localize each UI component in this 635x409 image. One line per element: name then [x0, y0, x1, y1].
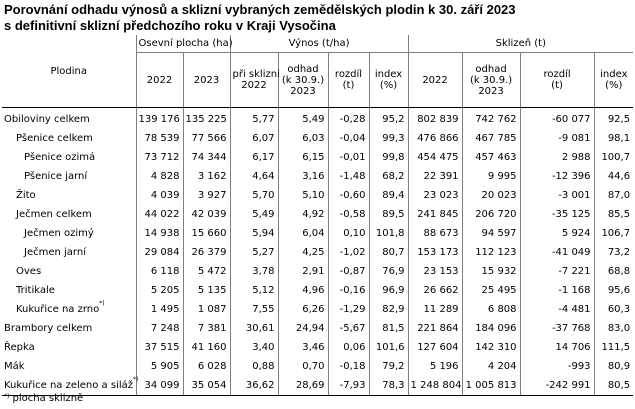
header-vynos-odhad [278, 53, 328, 108]
value-cell: 5,49 [278, 108, 328, 130]
crop-name: Obiloviny celkem [4, 114, 90, 125]
value-cell: 241 845 [408, 205, 462, 224]
crop-name: Mák [4, 361, 25, 372]
value-cell: 6,04 [278, 224, 328, 243]
value-cell: 85,5 [594, 205, 633, 224]
value-cell: 184 096 [462, 319, 520, 338]
value-cell: 4 828 [136, 167, 183, 186]
crop-name-cell [2, 224, 136, 243]
crop-name-cell [2, 338, 136, 357]
header-label: index [600, 69, 628, 80]
value-cell: 24,94 [278, 319, 328, 338]
value-cell: 82,9 [369, 300, 408, 319]
value-cell: 42 039 [183, 205, 230, 224]
value-cell: 476 866 [408, 129, 462, 148]
crop-name: Pšenice celkem [16, 133, 93, 144]
value-cell: 95,2 [369, 108, 408, 130]
value-cell: 457 463 [462, 148, 520, 167]
header-label: rozdíl [334, 69, 363, 80]
value-cell: -12 396 [520, 167, 594, 186]
value-cell: 3,78 [230, 262, 278, 281]
crop-name-cell [2, 281, 136, 300]
value-cell: 100,7 [594, 148, 633, 167]
table-body [2, 108, 633, 396]
value-cell: 6,07 [230, 129, 278, 148]
value-cell: -993 [520, 357, 594, 376]
value-cell: 2 988 [520, 148, 594, 167]
value-cell: 5 924 [520, 224, 594, 243]
value-cell: -7 221 [520, 262, 594, 281]
value-cell: 1 087 [183, 300, 230, 319]
table-row [2, 281, 633, 300]
harvest-table [2, 35, 633, 396]
value-cell: 5,27 [230, 243, 278, 262]
value-cell: 26 379 [183, 243, 230, 262]
table-title [4, 2, 632, 34]
header-osevni-2022: 2022 [136, 53, 183, 108]
value-cell: 1 005 813 [462, 376, 520, 396]
value-cell: 5,70 [230, 186, 278, 205]
value-cell: 142 310 [462, 338, 520, 357]
table-row [2, 167, 633, 186]
title-line-1: Porovnání odhadu výnosů a sklizní vybraných zemědělských plodin k 30. září 2023 [4, 2, 516, 17]
crop-name-cell [2, 129, 136, 148]
value-cell: -0,87 [328, 262, 369, 281]
value-cell: 44 022 [136, 205, 183, 224]
value-cell: 23 153 [408, 262, 462, 281]
value-cell: -1 168 [520, 281, 594, 300]
header-sklizen-2022: 2022 [408, 53, 462, 108]
value-cell: -60 077 [520, 108, 594, 130]
value-cell: 68,2 [369, 167, 408, 186]
value-cell: 7 248 [136, 319, 183, 338]
value-cell: 83,0 [594, 319, 633, 338]
value-cell: 99,8 [369, 148, 408, 167]
header-label: (t) [342, 80, 355, 91]
value-cell: 30,61 [230, 319, 278, 338]
table-row [2, 205, 633, 224]
value-cell: -0,28 [328, 108, 369, 130]
value-cell: 22 391 [408, 167, 462, 186]
value-cell: 4 039 [136, 186, 183, 205]
value-cell: 9 995 [462, 167, 520, 186]
value-cell: 6,03 [278, 129, 328, 148]
crop-name: Ječmen ozimý [24, 228, 94, 239]
value-cell: 4 204 [462, 357, 520, 376]
value-cell: 41 160 [183, 338, 230, 357]
value-cell: -0,58 [328, 205, 369, 224]
table-row [2, 338, 633, 357]
value-cell: -4 481 [520, 300, 594, 319]
value-cell: 68,8 [594, 262, 633, 281]
header-vynos-pri-sklizni [230, 53, 278, 108]
header-sklizen-index [594, 53, 633, 108]
footnote-text: plocha sklizně [9, 393, 84, 404]
footnote-ref: *) [133, 376, 139, 383]
value-cell: 87,0 [594, 186, 633, 205]
value-cell: 742 762 [462, 108, 520, 130]
value-cell: 29 084 [136, 243, 183, 262]
value-cell: 3,16 [278, 167, 328, 186]
value-cell: 6 118 [136, 262, 183, 281]
value-cell: 80,7 [369, 243, 408, 262]
table-row [2, 148, 633, 167]
header-label: 2023 [290, 85, 316, 97]
header-sklizen-rozdil [520, 53, 594, 108]
value-cell: 35 054 [183, 376, 230, 396]
value-cell: 80,9 [594, 357, 633, 376]
value-cell: 3 162 [183, 167, 230, 186]
header-vynos-rozdil [328, 53, 369, 108]
value-cell: 5 135 [183, 281, 230, 300]
value-cell: -5,67 [328, 319, 369, 338]
value-cell: 135 225 [183, 108, 230, 130]
header-vynos-index [369, 53, 408, 108]
table-row [2, 300, 633, 319]
value-cell: 1 248 804 [408, 376, 462, 396]
crop-name: Řepka [4, 342, 35, 353]
value-cell: 101,6 [369, 338, 408, 357]
value-cell: 6,17 [230, 148, 278, 167]
value-cell: 4,64 [230, 167, 278, 186]
table-row [2, 108, 633, 130]
value-cell: 14 938 [136, 224, 183, 243]
crop-name: Žito [16, 190, 36, 201]
value-cell: 7 381 [183, 319, 230, 338]
table-row [2, 186, 633, 205]
crop-name: Ječmen jarní [24, 247, 86, 258]
crop-name-cell [2, 357, 136, 376]
table-row [2, 357, 633, 376]
value-cell: -41 049 [520, 243, 594, 262]
value-cell: 3 927 [183, 186, 230, 205]
crop-name-cell [2, 319, 136, 338]
value-cell: 5,10 [278, 186, 328, 205]
crop-name: Brambory celkem [4, 323, 93, 334]
value-cell: 37 515 [136, 338, 183, 357]
crop-name: Tritikale [16, 285, 55, 296]
table-row [2, 319, 633, 338]
footnote-ref: *) [99, 300, 105, 307]
footnote-mark: *) [4, 393, 10, 400]
header-label: rozdíl [543, 69, 571, 80]
value-cell: 0,10 [328, 224, 369, 243]
value-cell: 0,06 [328, 338, 369, 357]
value-cell: 34 099 [136, 376, 183, 396]
table-row [2, 262, 633, 281]
crop-name-cell [2, 205, 136, 224]
header-label: 2022 [241, 80, 267, 91]
value-cell: 36,62 [230, 376, 278, 396]
value-cell: 6 808 [462, 300, 520, 319]
crop-name: Kukuřice na zeleno a siláž [4, 380, 133, 391]
value-cell: 79,2 [369, 357, 408, 376]
value-cell: 139 176 [136, 108, 183, 130]
value-cell: -37 768 [520, 319, 594, 338]
value-cell: 5,94 [230, 224, 278, 243]
value-cell: 206 720 [462, 205, 520, 224]
value-cell: 3,46 [278, 338, 328, 357]
value-cell: 454 475 [408, 148, 462, 167]
value-cell: 23 023 [408, 186, 462, 205]
value-cell: -0,18 [328, 357, 369, 376]
value-cell: 3,40 [230, 338, 278, 357]
table-row [2, 376, 633, 396]
value-cell: 78 539 [136, 129, 183, 148]
value-cell: -0,01 [328, 148, 369, 167]
value-cell: 4,96 [278, 281, 328, 300]
footnote [4, 393, 83, 405]
header-label: (k 30.9.) [469, 74, 513, 86]
header-group-sklizen: Sklizeň (t) [408, 35, 633, 53]
value-cell: 221 864 [408, 319, 462, 338]
crop-name-cell [2, 148, 136, 167]
value-cell: 73 712 [136, 148, 183, 167]
value-cell: 25 495 [462, 281, 520, 300]
crop-name: Ječmen celkem [16, 209, 92, 220]
value-cell: 11 289 [408, 300, 462, 319]
header-label: odhad [475, 63, 507, 75]
value-cell: 81,5 [369, 319, 408, 338]
value-cell: 92,5 [594, 108, 633, 130]
crop-name-cell [2, 243, 136, 262]
value-cell: 153 173 [408, 243, 462, 262]
value-cell: 6,15 [278, 148, 328, 167]
value-cell: 0,70 [278, 357, 328, 376]
value-cell: -242 991 [520, 376, 594, 396]
value-cell: 96,9 [369, 281, 408, 300]
header-label: odhad [287, 63, 319, 75]
table-row [2, 129, 633, 148]
crop-name: Pšenice jarní [24, 171, 88, 182]
value-cell: 88 673 [408, 224, 462, 243]
header-label: při sklizni [232, 69, 280, 80]
table-header [2, 35, 633, 108]
value-cell: 74 344 [183, 148, 230, 167]
value-cell: -35 125 [520, 205, 594, 224]
value-cell: 5 905 [136, 357, 183, 376]
value-cell: 26 662 [408, 281, 462, 300]
value-cell: 106,7 [594, 224, 633, 243]
value-cell: 111,5 [594, 338, 633, 357]
value-cell: 802 839 [408, 108, 462, 130]
value-cell: 5,77 [230, 108, 278, 130]
value-cell: 7,55 [230, 300, 278, 319]
table-row [2, 224, 633, 243]
header-osevni-2023: 2023 [183, 53, 230, 108]
value-cell: -0,60 [328, 186, 369, 205]
value-cell: 73,2 [594, 243, 633, 262]
header-label: (%) [605, 80, 623, 91]
crop-name-cell [2, 186, 136, 205]
value-cell: 60,3 [594, 300, 633, 319]
header-label: (%) [379, 80, 398, 91]
crop-name-cell [2, 108, 136, 130]
title-line-2: s definitivní sklizní předchozího roku v Kraji Vysočina [4, 18, 336, 33]
header-group-vynos: Výnos (t/ha) [230, 35, 408, 53]
value-cell: 5 472 [183, 262, 230, 281]
value-cell: 0,88 [230, 357, 278, 376]
header-label: 2023 [478, 85, 504, 97]
value-cell: 4,92 [278, 205, 328, 224]
value-cell: -0,04 [328, 129, 369, 148]
value-cell: 78,3 [369, 376, 408, 396]
value-cell: 28,69 [278, 376, 328, 396]
value-cell: 6,26 [278, 300, 328, 319]
value-cell: 89,5 [369, 205, 408, 224]
value-cell: 5,49 [230, 205, 278, 224]
value-cell: 80,5 [594, 376, 633, 396]
header-group-osevni: Osevní plocha (ha) [136, 35, 230, 53]
table-row [2, 243, 633, 262]
value-cell: 127 604 [408, 338, 462, 357]
value-cell: 95,6 [594, 281, 633, 300]
value-cell: -3 001 [520, 186, 594, 205]
value-cell: 101,8 [369, 224, 408, 243]
value-cell: 467 785 [462, 129, 520, 148]
value-cell: -1,29 [328, 300, 369, 319]
value-cell: -0,16 [328, 281, 369, 300]
header-plodina: Plodina [2, 35, 136, 108]
value-cell: -1,02 [328, 243, 369, 262]
crop-name: Kukuřice na zrno [16, 304, 100, 315]
value-cell: 4,25 [278, 243, 328, 262]
value-cell: 5,12 [230, 281, 278, 300]
crop-name-cell [2, 167, 136, 186]
value-cell: 15 932 [462, 262, 520, 281]
value-cell: 14 706 [520, 338, 594, 357]
header-label: index [374, 69, 403, 80]
value-cell: 5 205 [136, 281, 183, 300]
value-cell: -7,93 [328, 376, 369, 396]
crop-name-cell [2, 300, 136, 319]
value-cell: 15 660 [183, 224, 230, 243]
value-cell: 99,3 [369, 129, 408, 148]
value-cell: 89,4 [369, 186, 408, 205]
value-cell: 77 566 [183, 129, 230, 148]
header-sklizen-odhad [462, 53, 520, 108]
value-cell: 20 023 [462, 186, 520, 205]
value-cell: 76,9 [369, 262, 408, 281]
value-cell: 1 495 [136, 300, 183, 319]
value-cell: 5 196 [408, 357, 462, 376]
value-cell: 44,6 [594, 167, 633, 186]
value-cell: 6 028 [183, 357, 230, 376]
value-cell: 2,91 [278, 262, 328, 281]
value-cell: -1,48 [328, 167, 369, 186]
crop-name-cell [2, 262, 136, 281]
header-label: (k 30.9.) [281, 74, 325, 86]
header-label: (t) [551, 80, 563, 91]
crop-name: Oves [16, 266, 42, 277]
value-cell: -9 081 [520, 129, 594, 148]
value-cell: 94 597 [462, 224, 520, 243]
value-cell: 98,1 [594, 129, 633, 148]
crop-name: Pšenice ozimá [24, 152, 96, 163]
value-cell: 112 123 [462, 243, 520, 262]
